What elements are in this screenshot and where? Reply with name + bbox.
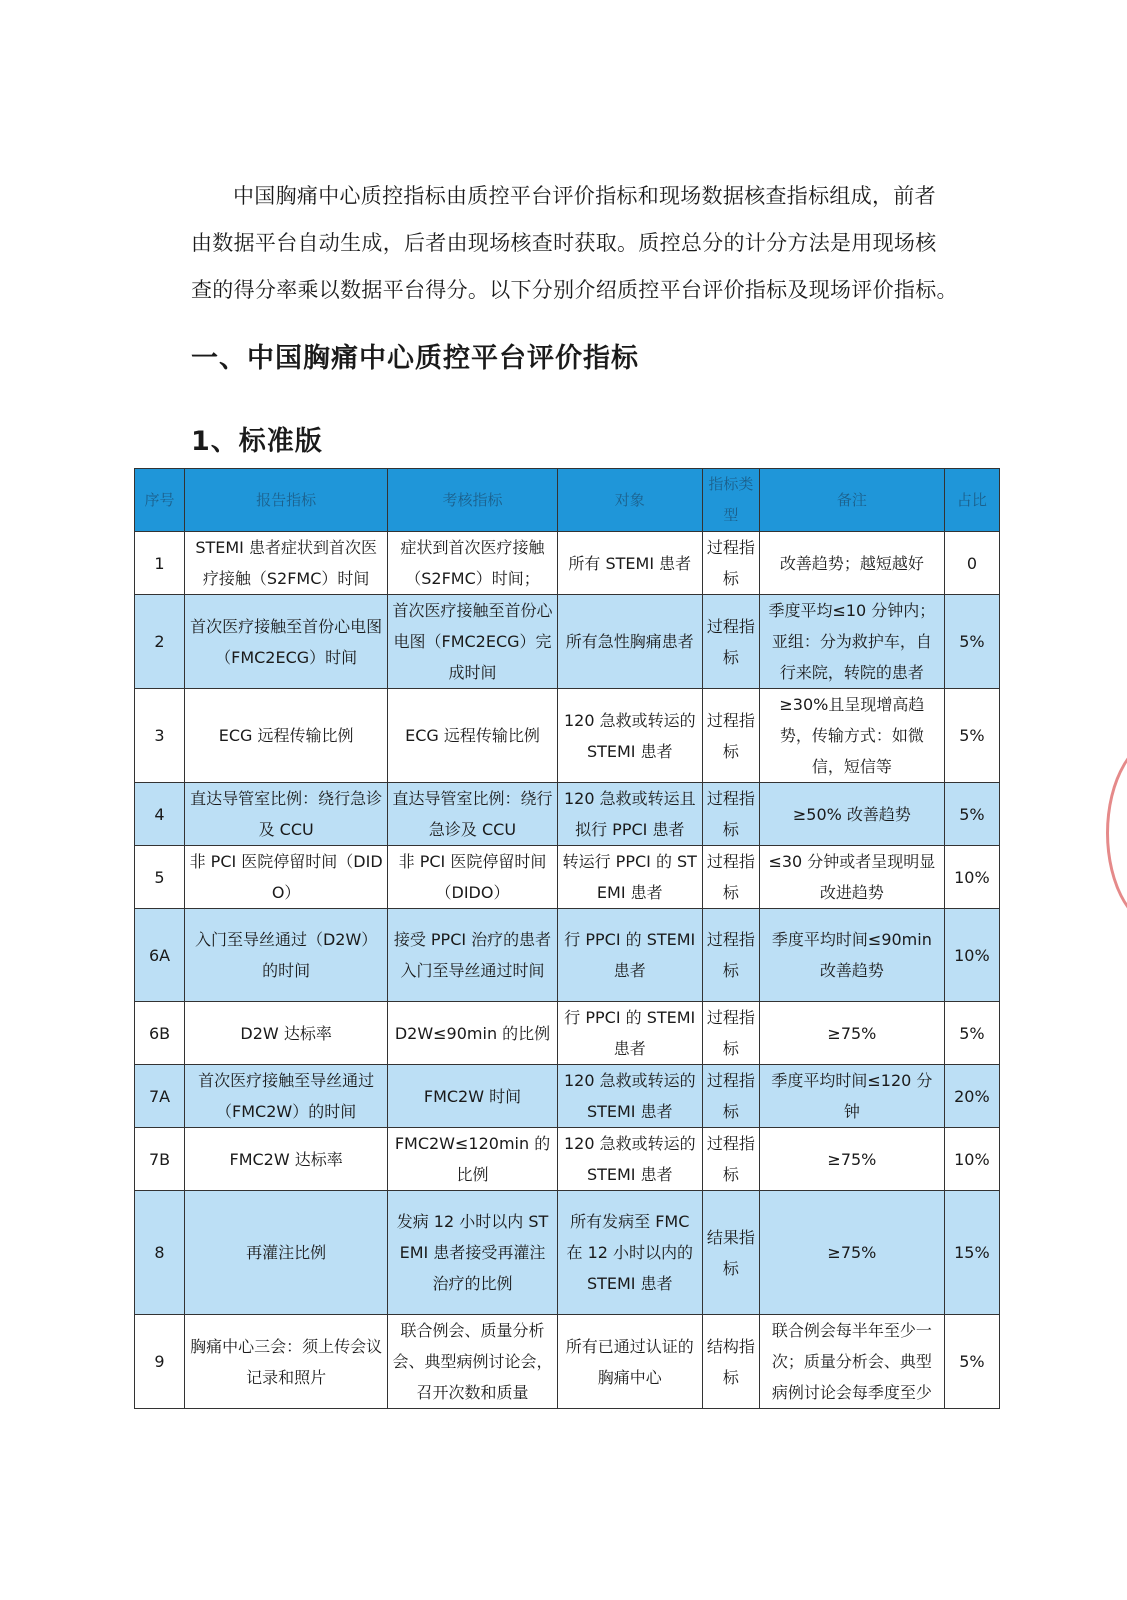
table-cell: 所有急性胸痛患者: [557, 595, 702, 689]
table-cell: 结果指标: [702, 1191, 759, 1315]
table-cell: 5%: [944, 1315, 999, 1409]
table-cell: 5: [135, 846, 185, 909]
table-cell: STEMI 患者症状到首次医疗接触（S2FMC）时间: [185, 532, 388, 595]
subsection-heading: 1、标准版: [191, 426, 323, 457]
header-cell: 考核指标: [388, 469, 558, 532]
intro-line-3: 查的得分率乘以数据平台得分。以下分别介绍质控平台评价指标及现场评价指标。: [191, 278, 958, 302]
table-row: [135, 689, 1000, 783]
table-cell: 3: [135, 689, 185, 783]
table-row: [135, 1315, 1000, 1409]
table-cell: 8: [135, 1191, 185, 1315]
table-cell: 过程指标: [702, 846, 759, 909]
official-seal: [1106, 735, 1127, 931]
table-cell: 联合例会每半年至少一次；质量分析会、典型病例讨论会每季度至少: [759, 1315, 944, 1409]
intro-line-2: 由数据平台自动生成，后者由现场核查时获取。质控总分的计分方法是用现场核: [191, 231, 937, 255]
table-cell: 行 PPCI 的 STEMI 患者: [557, 909, 702, 1002]
table-cell: 所有 STEMI 患者: [557, 532, 702, 595]
table-cell: ≤30 分钟或者呈现明显改进趋势: [759, 846, 944, 909]
header-cell: 指标类型: [702, 469, 759, 532]
table-cell: ≥75%: [759, 1191, 944, 1315]
table-cell: 转运行 PPCI 的 STEMI 患者: [557, 846, 702, 909]
table-cell: 120 急救或转运且拟行 PPCI 患者: [557, 783, 702, 846]
table-cell: 7B: [135, 1128, 185, 1191]
table-cell: D2W 达标率: [185, 1002, 388, 1065]
table-cell: 5%: [944, 1002, 999, 1065]
table-cell: 季度平均≤10 分钟内；亚组：分为救护车，自行来院，转院的患者: [759, 595, 944, 689]
table-cell: 所有发病至 FMC 在 12 小时以内的 STEMI 患者: [557, 1191, 702, 1315]
table-row: [135, 1191, 1000, 1315]
table-row: [135, 532, 1000, 595]
table-cell: 7A: [135, 1065, 185, 1128]
table-cell: 120 急救或转运的 STEMI 患者: [557, 689, 702, 783]
table-cell: 首次医疗接触至首份心电图（FMC2ECG）完成时间: [388, 595, 558, 689]
table-cell: 过程指标: [702, 783, 759, 846]
table-cell: 120 急救或转运的 STEMI 患者: [557, 1128, 702, 1191]
table-cell: 直达导管室比例：绕行急诊及 CCU: [388, 783, 558, 846]
table-cell: 5%: [944, 595, 999, 689]
table-cell: FMC2W 时间: [388, 1065, 558, 1128]
table-cell: 过程指标: [702, 909, 759, 1002]
table-cell: D2W≤90min 的比例: [388, 1002, 558, 1065]
table-row: [135, 846, 1000, 909]
table-cell: ≥75%: [759, 1128, 944, 1191]
header-cell: 报告指标: [185, 469, 388, 532]
table-cell: 入门至导丝通过（D2W）的时间: [185, 909, 388, 1002]
table-cell: 非 PCI 医院停留时间（DIDO）: [185, 846, 388, 909]
table-cell: 2: [135, 595, 185, 689]
table-cell: 改善趋势；越短越好: [759, 532, 944, 595]
table-cell: 5%: [944, 689, 999, 783]
table-cell: 结构指标: [702, 1315, 759, 1409]
table-cell: 15%: [944, 1191, 999, 1315]
header-cell: 占比: [944, 469, 999, 532]
intro-paragraph: [191, 173, 961, 314]
table-cell: FMC2W 达标率: [185, 1128, 388, 1191]
table-row: [135, 909, 1000, 1002]
table-row: [135, 1002, 1000, 1065]
table-cell: ≥50% 改善趋势: [759, 783, 944, 846]
table-cell: 胸痛中心三会：须上传会议记录和照片: [185, 1315, 388, 1409]
table-cell: 1: [135, 532, 185, 595]
header-cell: 序号: [135, 469, 185, 532]
table-cell: 首次医疗接触至导丝通过（FMC2W）的时间: [185, 1065, 388, 1128]
table-cell: 6A: [135, 909, 185, 1002]
table-cell: 过程指标: [702, 1002, 759, 1065]
table-row: [135, 595, 1000, 689]
table-row: [135, 1128, 1000, 1191]
table-cell: 10%: [944, 1128, 999, 1191]
table-cell: 10%: [944, 846, 999, 909]
table-cell: 20%: [944, 1065, 999, 1128]
table-cell: ≥75%: [759, 1002, 944, 1065]
table-cell: 首次医疗接触至首份心电图（FMC2ECG）时间: [185, 595, 388, 689]
table-cell: FMC2W≤120min 的比例: [388, 1128, 558, 1191]
table-cell: 过程指标: [702, 689, 759, 783]
table-cell: 行 PPCI 的 STEMI 患者: [557, 1002, 702, 1065]
table-cell: ≥30%且呈现增高趋势，传输方式：如微信，短信等: [759, 689, 944, 783]
table-cell: 0: [944, 532, 999, 595]
table-cell: 120 急救或转运的 STEMI 患者: [557, 1065, 702, 1128]
table-cell: 过程指标: [702, 532, 759, 595]
table-cell: 再灌注比例: [185, 1191, 388, 1315]
table-cell: 季度平均时间≤120 分钟: [759, 1065, 944, 1128]
table-cell: 过程指标: [702, 595, 759, 689]
table-cell: 接受 PPCI 治疗的患者入门至导丝通过时间: [388, 909, 558, 1002]
table-header-row: [135, 469, 1000, 532]
section-heading: 一、中国胸痛中心质控平台评价指标: [191, 343, 639, 374]
table-cell: 直达导管室比例：绕行急诊及 CCU: [185, 783, 388, 846]
table-row: [135, 783, 1000, 846]
table-cell: 过程指标: [702, 1128, 759, 1191]
table-cell: 症状到首次医疗接触（S2FMC）时间；: [388, 532, 558, 595]
table-cell: 4: [135, 783, 185, 846]
table-cell: 所有已通过认证的胸痛中心: [557, 1315, 702, 1409]
metrics-table: [134, 468, 1000, 1409]
table-row: [135, 1065, 1000, 1128]
table-cell: 5%: [944, 783, 999, 846]
table-cell: ECG 远程传输比例: [185, 689, 388, 783]
table-cell: ECG 远程传输比例: [388, 689, 558, 783]
intro-line-1: 中国胸痛中心质控指标由质控平台评价指标和现场数据核查指标组成，前者: [233, 184, 936, 208]
table-cell: 非 PCI 医院停留时间（DIDO）: [388, 846, 558, 909]
table-cell: 过程指标: [702, 1065, 759, 1128]
table-cell: 9: [135, 1315, 185, 1409]
header-cell: 对象: [557, 469, 702, 532]
header-cell: 备注: [759, 469, 944, 532]
table-cell: 联合例会、质量分析会、典型病例讨论会，召开次数和质量: [388, 1315, 558, 1409]
table-cell: 发病 12 小时以内 STEMI 患者接受再灌注治疗的比例: [388, 1191, 558, 1315]
table-cell: 10%: [944, 909, 999, 1002]
table-cell: 6B: [135, 1002, 185, 1065]
table-cell: 季度平均时间≤90min 改善趋势: [759, 909, 944, 1002]
